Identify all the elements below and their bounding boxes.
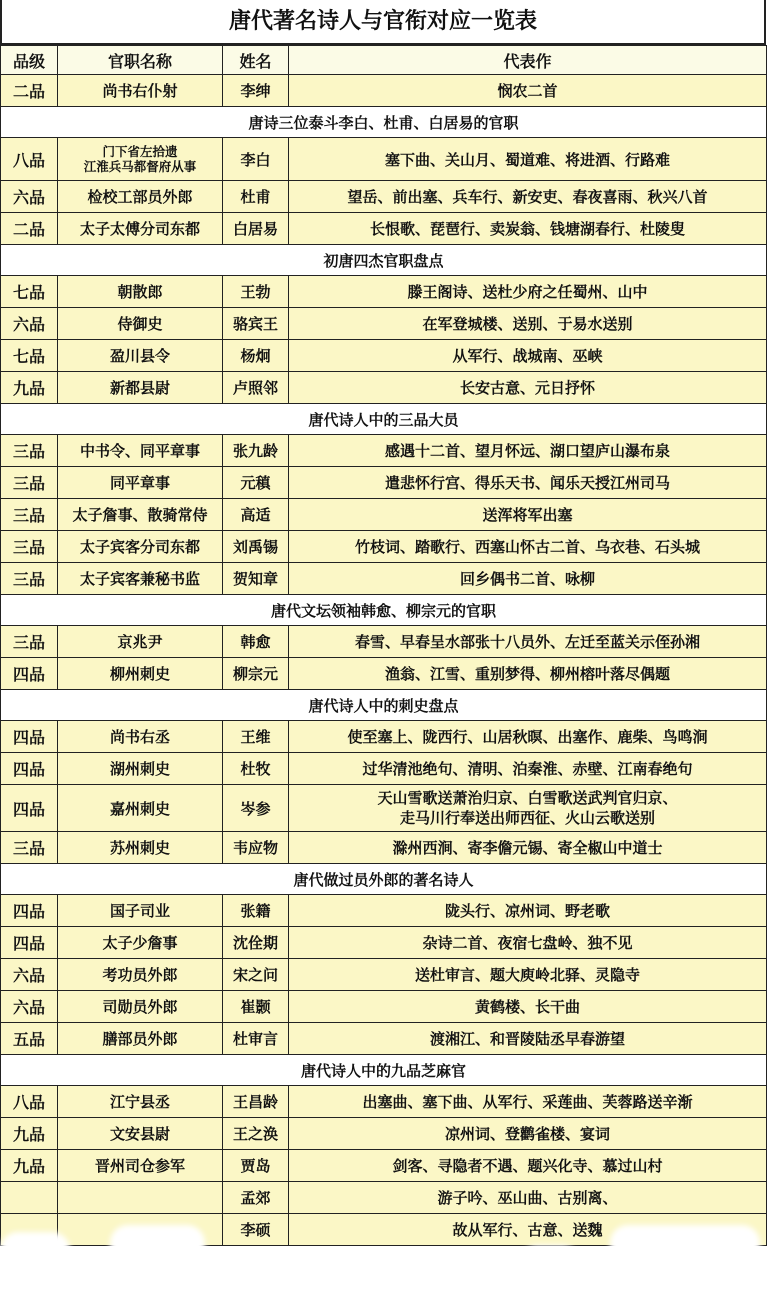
table-row [1, 276, 767, 308]
name-cell: 韦应物 [223, 832, 289, 864]
rank-cell: 六品 [1, 991, 58, 1023]
table-row [1, 927, 767, 959]
works-cell: 在军登城楼、送别、于易水送别 [289, 308, 767, 340]
name-cell: 杜审言 [223, 1023, 289, 1055]
table-row [1, 1086, 767, 1118]
office-cell: 柳州刺史 [58, 658, 223, 690]
office-cell: 嘉州刺史 [58, 785, 223, 832]
works-cell: 回乡偶书二首、咏柳 [289, 563, 767, 595]
works-cell: 从军行、战城南、巫峡 [289, 340, 767, 372]
table-row [1, 895, 767, 927]
office-cell [58, 1182, 223, 1214]
header-works: 代表作 [289, 46, 767, 75]
name-cell: 张九龄 [223, 435, 289, 467]
name-cell: 贺知章 [223, 563, 289, 595]
blur-patch-left [0, 1232, 70, 1292]
works-cell: 杂诗二首、夜宿七盘岭、独不见 [289, 927, 767, 959]
works-cell: 渔翁、江雪、重别梦得、柳州榕叶落尽偶题 [289, 658, 767, 690]
rank-cell: 四品 [1, 721, 58, 753]
blur-patch-right [610, 1225, 760, 1300]
name-cell: 孟郊 [223, 1182, 289, 1214]
name-cell: 王勃 [223, 276, 289, 308]
header-row [1, 46, 767, 75]
table-row [1, 499, 767, 531]
blur-patch-left2 [110, 1225, 205, 1295]
table-row [1, 1182, 767, 1214]
name-cell: 元稹 [223, 467, 289, 499]
works-cell: 渡湘江、和晋陵陆丞早春游望 [289, 1023, 767, 1055]
name-cell: 王昌龄 [223, 1086, 289, 1118]
table-row [1, 340, 767, 372]
office-cell: 湖州刺史 [58, 753, 223, 785]
header-rank: 品级 [1, 46, 58, 75]
table-row [1, 308, 767, 340]
office-cell: 门下省左拾遗 江淮兵马都督府从事 [58, 138, 223, 181]
name-cell: 沈佺期 [223, 927, 289, 959]
name-cell: 李白 [223, 138, 289, 181]
works-cell: 长恨歌、琵琶行、卖炭翁、钱塘湖春行、杜陵叟 [289, 213, 767, 245]
works-cell: 竹枝词、踏歌行、西塞山怀古二首、乌衣巷、石头城 [289, 531, 767, 563]
table-row [1, 1150, 767, 1182]
rank-cell: 九品 [1, 372, 58, 404]
name-cell: 贾岛 [223, 1150, 289, 1182]
rank-cell: 七品 [1, 340, 58, 372]
section-title: 唐诗三位泰斗李白、杜甫、白居易的官职 [1, 107, 767, 138]
section-row [1, 690, 767, 721]
section-title: 唐代做过员外郎的著名诗人 [1, 864, 767, 895]
name-cell: 骆宾王 [223, 308, 289, 340]
office-cell: 太子宾客兼秘书监 [58, 563, 223, 595]
works-cell: 天山雪歌送萧治归京、白雪歌送武判官归京、 走马川行奉送出师西征、火山云歌送别 [289, 785, 767, 832]
rank-cell: 三品 [1, 563, 58, 595]
works-cell: 滁州西涧、寄李儋元锡、寄全椒山中道士 [289, 832, 767, 864]
office-cell: 太子太傅分司东都 [58, 213, 223, 245]
name-cell: 王维 [223, 721, 289, 753]
table-row [1, 435, 767, 467]
section-row [1, 245, 767, 276]
rank-cell: 二品 [1, 213, 58, 245]
office-cell: 检校工部员外郎 [58, 181, 223, 213]
table-title: 唐代著名诗人与官衔对应一览表 [0, 0, 766, 45]
rank-cell: 七品 [1, 276, 58, 308]
table-row [1, 75, 767, 107]
section-row [1, 595, 767, 626]
office-cell: 盈川县令 [58, 340, 223, 372]
rank-cell: 三品 [1, 467, 58, 499]
office-cell: 太子詹事、散骑常侍 [58, 499, 223, 531]
name-cell: 刘禹锡 [223, 531, 289, 563]
rank-cell [1, 1182, 58, 1214]
table-row [1, 832, 767, 864]
section-row [1, 107, 767, 138]
works-cell: 滕王阁诗、送杜少府之任蜀州、山中 [289, 276, 767, 308]
office-cell: 同平章事 [58, 467, 223, 499]
office-cell: 中书令、同平章事 [58, 435, 223, 467]
name-cell: 杨炯 [223, 340, 289, 372]
name-cell: 王之涣 [223, 1118, 289, 1150]
works-cell: 长安古意、元日抒怀 [289, 372, 767, 404]
rank-cell: 六品 [1, 308, 58, 340]
works-cell: 陇头行、凉州词、野老歌 [289, 895, 767, 927]
rank-cell: 三品 [1, 435, 58, 467]
office-cell: 侍御史 [58, 308, 223, 340]
rank-cell: 八品 [1, 138, 58, 181]
office-cell: 考功员外郎 [58, 959, 223, 991]
office-cell: 新都县尉 [58, 372, 223, 404]
table-row [1, 372, 767, 404]
rank-cell: 四品 [1, 785, 58, 832]
rank-cell: 三品 [1, 626, 58, 658]
rank-cell: 六品 [1, 181, 58, 213]
office-cell: 晋州司仓参军 [58, 1150, 223, 1182]
table-row [1, 213, 767, 245]
section-title: 唐代诗人中的三品大员 [1, 404, 767, 435]
works-cell: 送杜审言、题大庾岭北驿、灵隐寺 [289, 959, 767, 991]
office-cell: 司勋员外郎 [58, 991, 223, 1023]
table-row [1, 721, 767, 753]
name-cell: 高适 [223, 499, 289, 531]
section-title: 唐代文坛领袖韩愈、柳宗元的官职 [1, 595, 767, 626]
works-cell: 感遇十二首、望月怀远、湖口望庐山瀑布泉 [289, 435, 767, 467]
office-cell: 京兆尹 [58, 626, 223, 658]
rank-cell: 六品 [1, 959, 58, 991]
works-cell: 故从军行、古意、送魏 [289, 1214, 767, 1246]
works-cell: 过华清池绝句、清明、泊秦淮、赤壁、江南春绝句 [289, 753, 767, 785]
rank-cell: 二品 [1, 75, 58, 107]
rank-cell: 四品 [1, 658, 58, 690]
section-row [1, 404, 767, 435]
works-cell: 黄鹤楼、长干曲 [289, 991, 767, 1023]
section-row [1, 864, 767, 895]
table-row [1, 991, 767, 1023]
works-cell: 游子吟、巫山曲、古别离、 [289, 1182, 767, 1214]
table-body [1, 46, 767, 1246]
table-row [1, 1023, 767, 1055]
rank-cell: 四品 [1, 895, 58, 927]
name-cell: 宋之问 [223, 959, 289, 991]
office-cell: 文安县尉 [58, 1118, 223, 1150]
works-cell: 凉州词、登鹳雀楼、宴词 [289, 1118, 767, 1150]
rank-cell: 三品 [1, 499, 58, 531]
name-cell: 柳宗元 [223, 658, 289, 690]
works-cell: 出塞曲、塞下曲、从军行、采莲曲、芙蓉路送辛渐 [289, 1086, 767, 1118]
section-title: 唐代诗人中的九品芝麻官 [1, 1055, 767, 1086]
table-row [1, 753, 767, 785]
table-row [1, 563, 767, 595]
name-cell: 张籍 [223, 895, 289, 927]
table-row [1, 658, 767, 690]
works-cell: 悯农二首 [289, 75, 767, 107]
rank-cell: 八品 [1, 1086, 58, 1118]
office-cell: 尚书右仆射 [58, 75, 223, 107]
rank-cell: 九品 [1, 1118, 58, 1150]
table-row [1, 626, 767, 658]
office-cell: 苏州刺史 [58, 832, 223, 864]
works-cell: 使至塞上、陇西行、山居秋暝、出塞作、鹿柴、鸟鸣涧 [289, 721, 767, 753]
section-row [1, 1055, 767, 1086]
rank-cell: 五品 [1, 1023, 58, 1055]
office-cell: 膳部员外郎 [58, 1023, 223, 1055]
works-cell: 望岳、前出塞、兵车行、新安吏、春夜喜雨、秋兴八首 [289, 181, 767, 213]
table-row [1, 467, 767, 499]
blur-patch-mid [520, 1245, 580, 1293]
name-cell: 白居易 [223, 213, 289, 245]
table-row [1, 531, 767, 563]
table-row [1, 138, 767, 181]
works-cell: 剑客、寻隐者不遇、题兴化寺、慕过山村 [289, 1150, 767, 1182]
name-cell: 李绅 [223, 75, 289, 107]
poet-office-table [0, 45, 767, 1246]
works-cell: 塞下曲、关山月、蜀道难、将进酒、行路难 [289, 138, 767, 181]
table-row [1, 181, 767, 213]
table-row [1, 1118, 767, 1150]
rank-cell: 四品 [1, 753, 58, 785]
works-cell: 春雪、早春呈水部张十八员外、左迁至蓝关示侄孙湘 [289, 626, 767, 658]
office-cell: 朝散郎 [58, 276, 223, 308]
rank-cell: 三品 [1, 832, 58, 864]
name-cell: 卢照邻 [223, 372, 289, 404]
name-cell: 崔颢 [223, 991, 289, 1023]
office-cell: 太子少詹事 [58, 927, 223, 959]
rank-cell: 九品 [1, 1150, 58, 1182]
name-cell: 杜牧 [223, 753, 289, 785]
name-cell: 韩愈 [223, 626, 289, 658]
header-name: 姓名 [223, 46, 289, 75]
office-cell: 江宁县丞 [58, 1086, 223, 1118]
header-office: 官职名称 [58, 46, 223, 75]
name-cell: 岑参 [223, 785, 289, 832]
works-cell: 送浑将军出塞 [289, 499, 767, 531]
rank-cell: 三品 [1, 531, 58, 563]
section-title: 唐代诗人中的刺史盘点 [1, 690, 767, 721]
name-cell: 李硕 [223, 1214, 289, 1246]
table-row [1, 785, 767, 832]
table-row [1, 959, 767, 991]
office-cell: 太子宾客分司东都 [58, 531, 223, 563]
name-cell: 杜甫 [223, 181, 289, 213]
works-cell: 遣悲怀行宫、得乐天书、闻乐天授江州司马 [289, 467, 767, 499]
office-cell: 国子司业 [58, 895, 223, 927]
section-title: 初唐四杰官职盘点 [1, 245, 767, 276]
rank-cell: 四品 [1, 927, 58, 959]
office-cell: 尚书右丞 [58, 721, 223, 753]
